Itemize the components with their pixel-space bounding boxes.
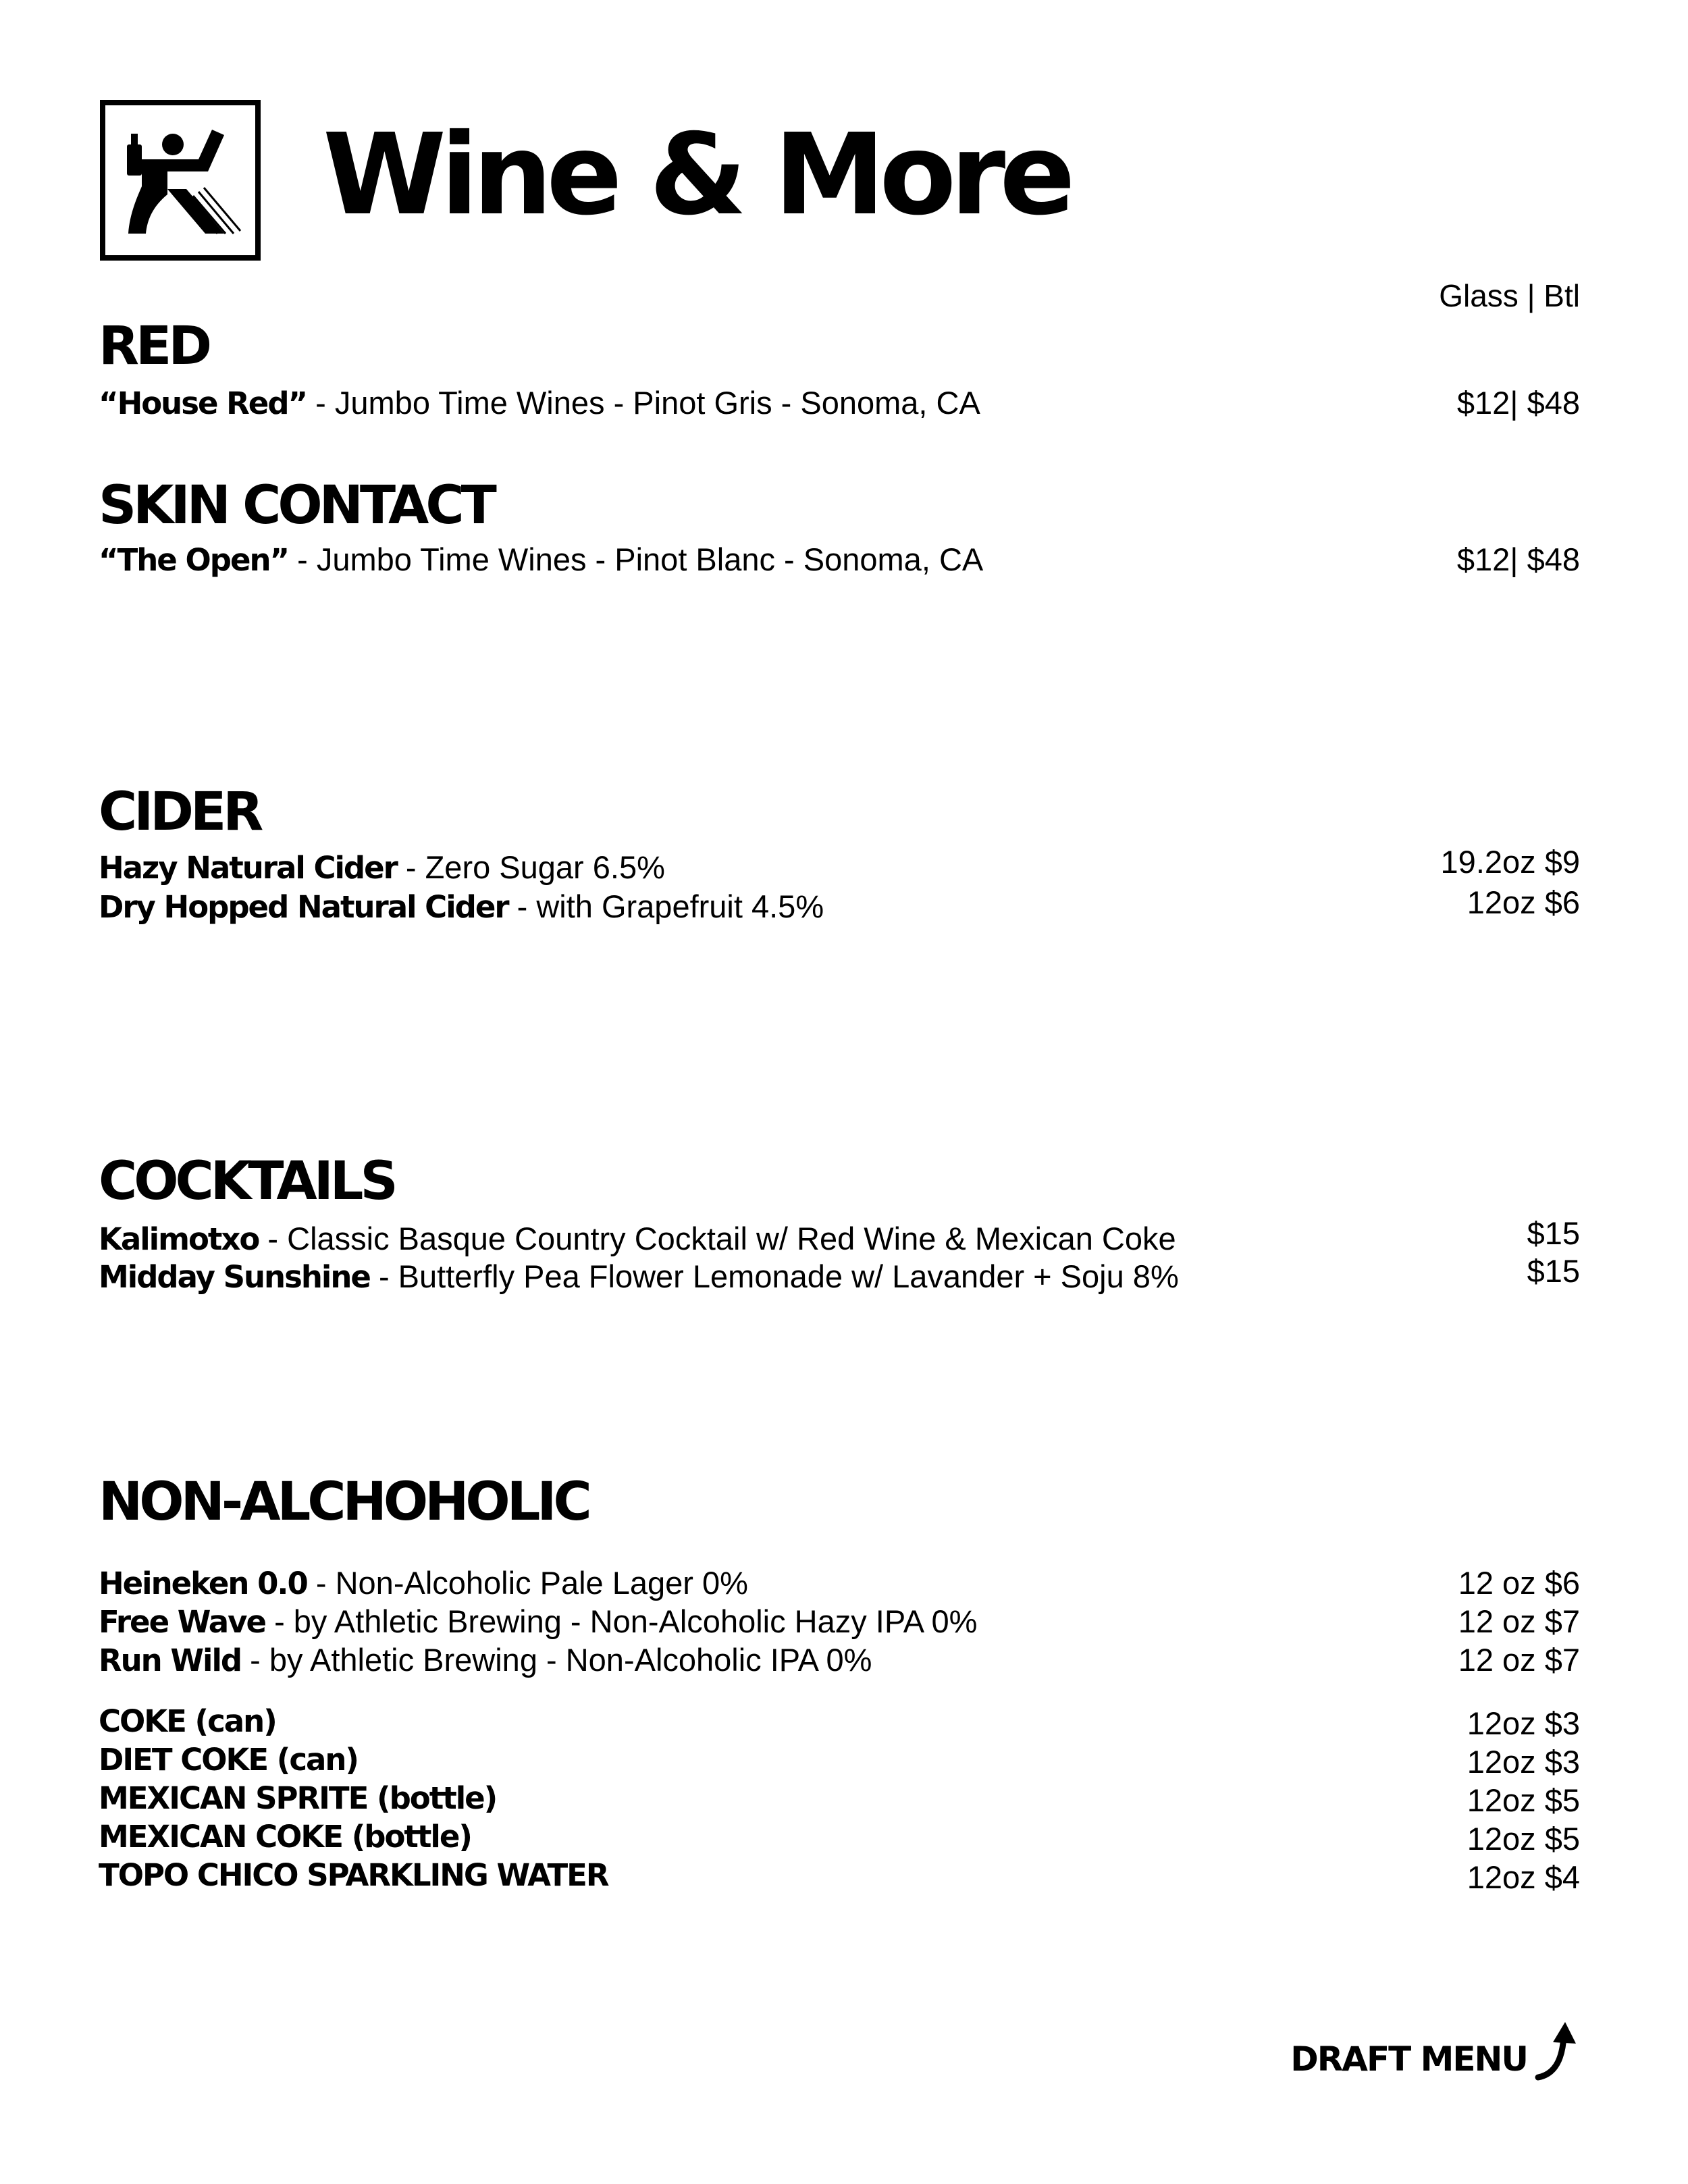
item-description: - with Grapefruit 4.5%	[508, 888, 824, 924]
price-column-header: Glass | Btl	[1439, 278, 1580, 313]
section-heading-red: RED	[99, 316, 209, 377]
menu-item	[99, 884, 1580, 926]
menu-item	[99, 1817, 1580, 1856]
page-title: Wine & More	[323, 110, 1070, 240]
item-price: 12 oz $7	[1458, 1603, 1580, 1639]
item-description: - Jumbo Time Wines - Pinot Blanc - Sonoma, CA	[288, 541, 984, 577]
menu-item	[99, 1778, 1580, 1817]
item-price: 12 oz $7	[1458, 1642, 1580, 1678]
item-description: - by Athletic Brewing - Non-Alcoholic IPA 0%	[241, 1642, 872, 1678]
draft-menu-label: DRAFT MENU	[1290, 2040, 1527, 2079]
item-price: 12oz $5	[1467, 1782, 1580, 1818]
item-price: 12oz $4	[1467, 1859, 1580, 1895]
item-name: Midday Sunshine	[99, 1259, 370, 1295]
menu-item	[99, 1564, 1580, 1603]
item-name: “House Red”	[99, 385, 307, 421]
item-name: COKE (can)	[99, 1703, 276, 1739]
section-heading-non-alcoholic: NON-ALCHOHOLIC	[99, 1472, 589, 1533]
item-price: $15	[1527, 1215, 1580, 1251]
menu-item	[99, 844, 1580, 887]
item-price: 12oz $3	[1467, 1705, 1580, 1741]
item-name: MEXICAN COKE (bottle)	[99, 1819, 471, 1855]
item-name: TOPO CHICO SPARKLING WATER	[99, 1857, 608, 1893]
section-heading-cider: CIDER	[99, 782, 261, 843]
curved-arrow-up-icon	[1533, 2015, 1580, 2083]
item-name: MEXICAN SPRITE (bottle)	[99, 1780, 497, 1816]
item-name: Dry Hopped Natural Cider	[99, 889, 508, 925]
item-name: Kalimotxo	[99, 1221, 259, 1257]
item-name: “The Open”	[99, 542, 289, 578]
menu-item	[99, 1740, 1580, 1779]
item-description: - Butterfly Pea Flower Lemonade w/ Lavander + Soju 8%	[369, 1258, 1179, 1294]
item-price: 12 oz $6	[1458, 1565, 1580, 1601]
menu-item	[99, 1701, 1580, 1740]
item-description: - Classic Basque Country Cocktail w/ Red Wine & Mexican Coke	[259, 1221, 1176, 1256]
item-price: $15	[1527, 1253, 1580, 1289]
menu-item	[99, 383, 1580, 423]
item-price: 12oz $6	[1467, 884, 1580, 920]
logo	[100, 100, 261, 261]
item-description: - Jumbo Time Wines - Pinot Gris - Sonoma, CA	[307, 385, 980, 421]
item-description: - Non-Alcoholic Pale Lager 0%	[307, 1565, 748, 1601]
item-description: - by Athletic Brewing - Non-Alcoholic Hazy IPA 0%	[265, 1603, 978, 1639]
figure-with-bottle-logo-icon	[105, 105, 255, 255]
item-name: Run Wild	[99, 1643, 242, 1678]
section-heading-cocktails: COCKTAILS	[99, 1151, 395, 1212]
menu-item	[99, 1602, 1580, 1641]
item-name: Free Wave	[99, 1604, 266, 1640]
item-name: Heineken 0.0	[99, 1566, 307, 1601]
menu-item	[99, 1855, 1580, 1894]
item-price: 12oz $5	[1467, 1821, 1580, 1857]
item-name: Hazy Natural Cider	[99, 850, 397, 886]
draft-menu-link[interactable]	[1290, 2015, 1580, 2083]
item-price: 12oz $3	[1467, 1744, 1580, 1780]
item-description: - Zero Sugar 6.5%	[396, 849, 665, 885]
item-price: 19.2oz $9	[1440, 844, 1580, 880]
section-heading-skin-contact: SKIN CONTACT	[99, 475, 494, 536]
item-price: $12| $48	[1456, 541, 1580, 577]
item-name: DIET COKE (can)	[99, 1742, 358, 1778]
menu-item	[99, 540, 1580, 579]
menu-item	[99, 1253, 1580, 1296]
item-price: $12| $48	[1456, 385, 1580, 421]
menu-item	[99, 1215, 1580, 1258]
menu-item	[99, 1641, 1580, 1680]
